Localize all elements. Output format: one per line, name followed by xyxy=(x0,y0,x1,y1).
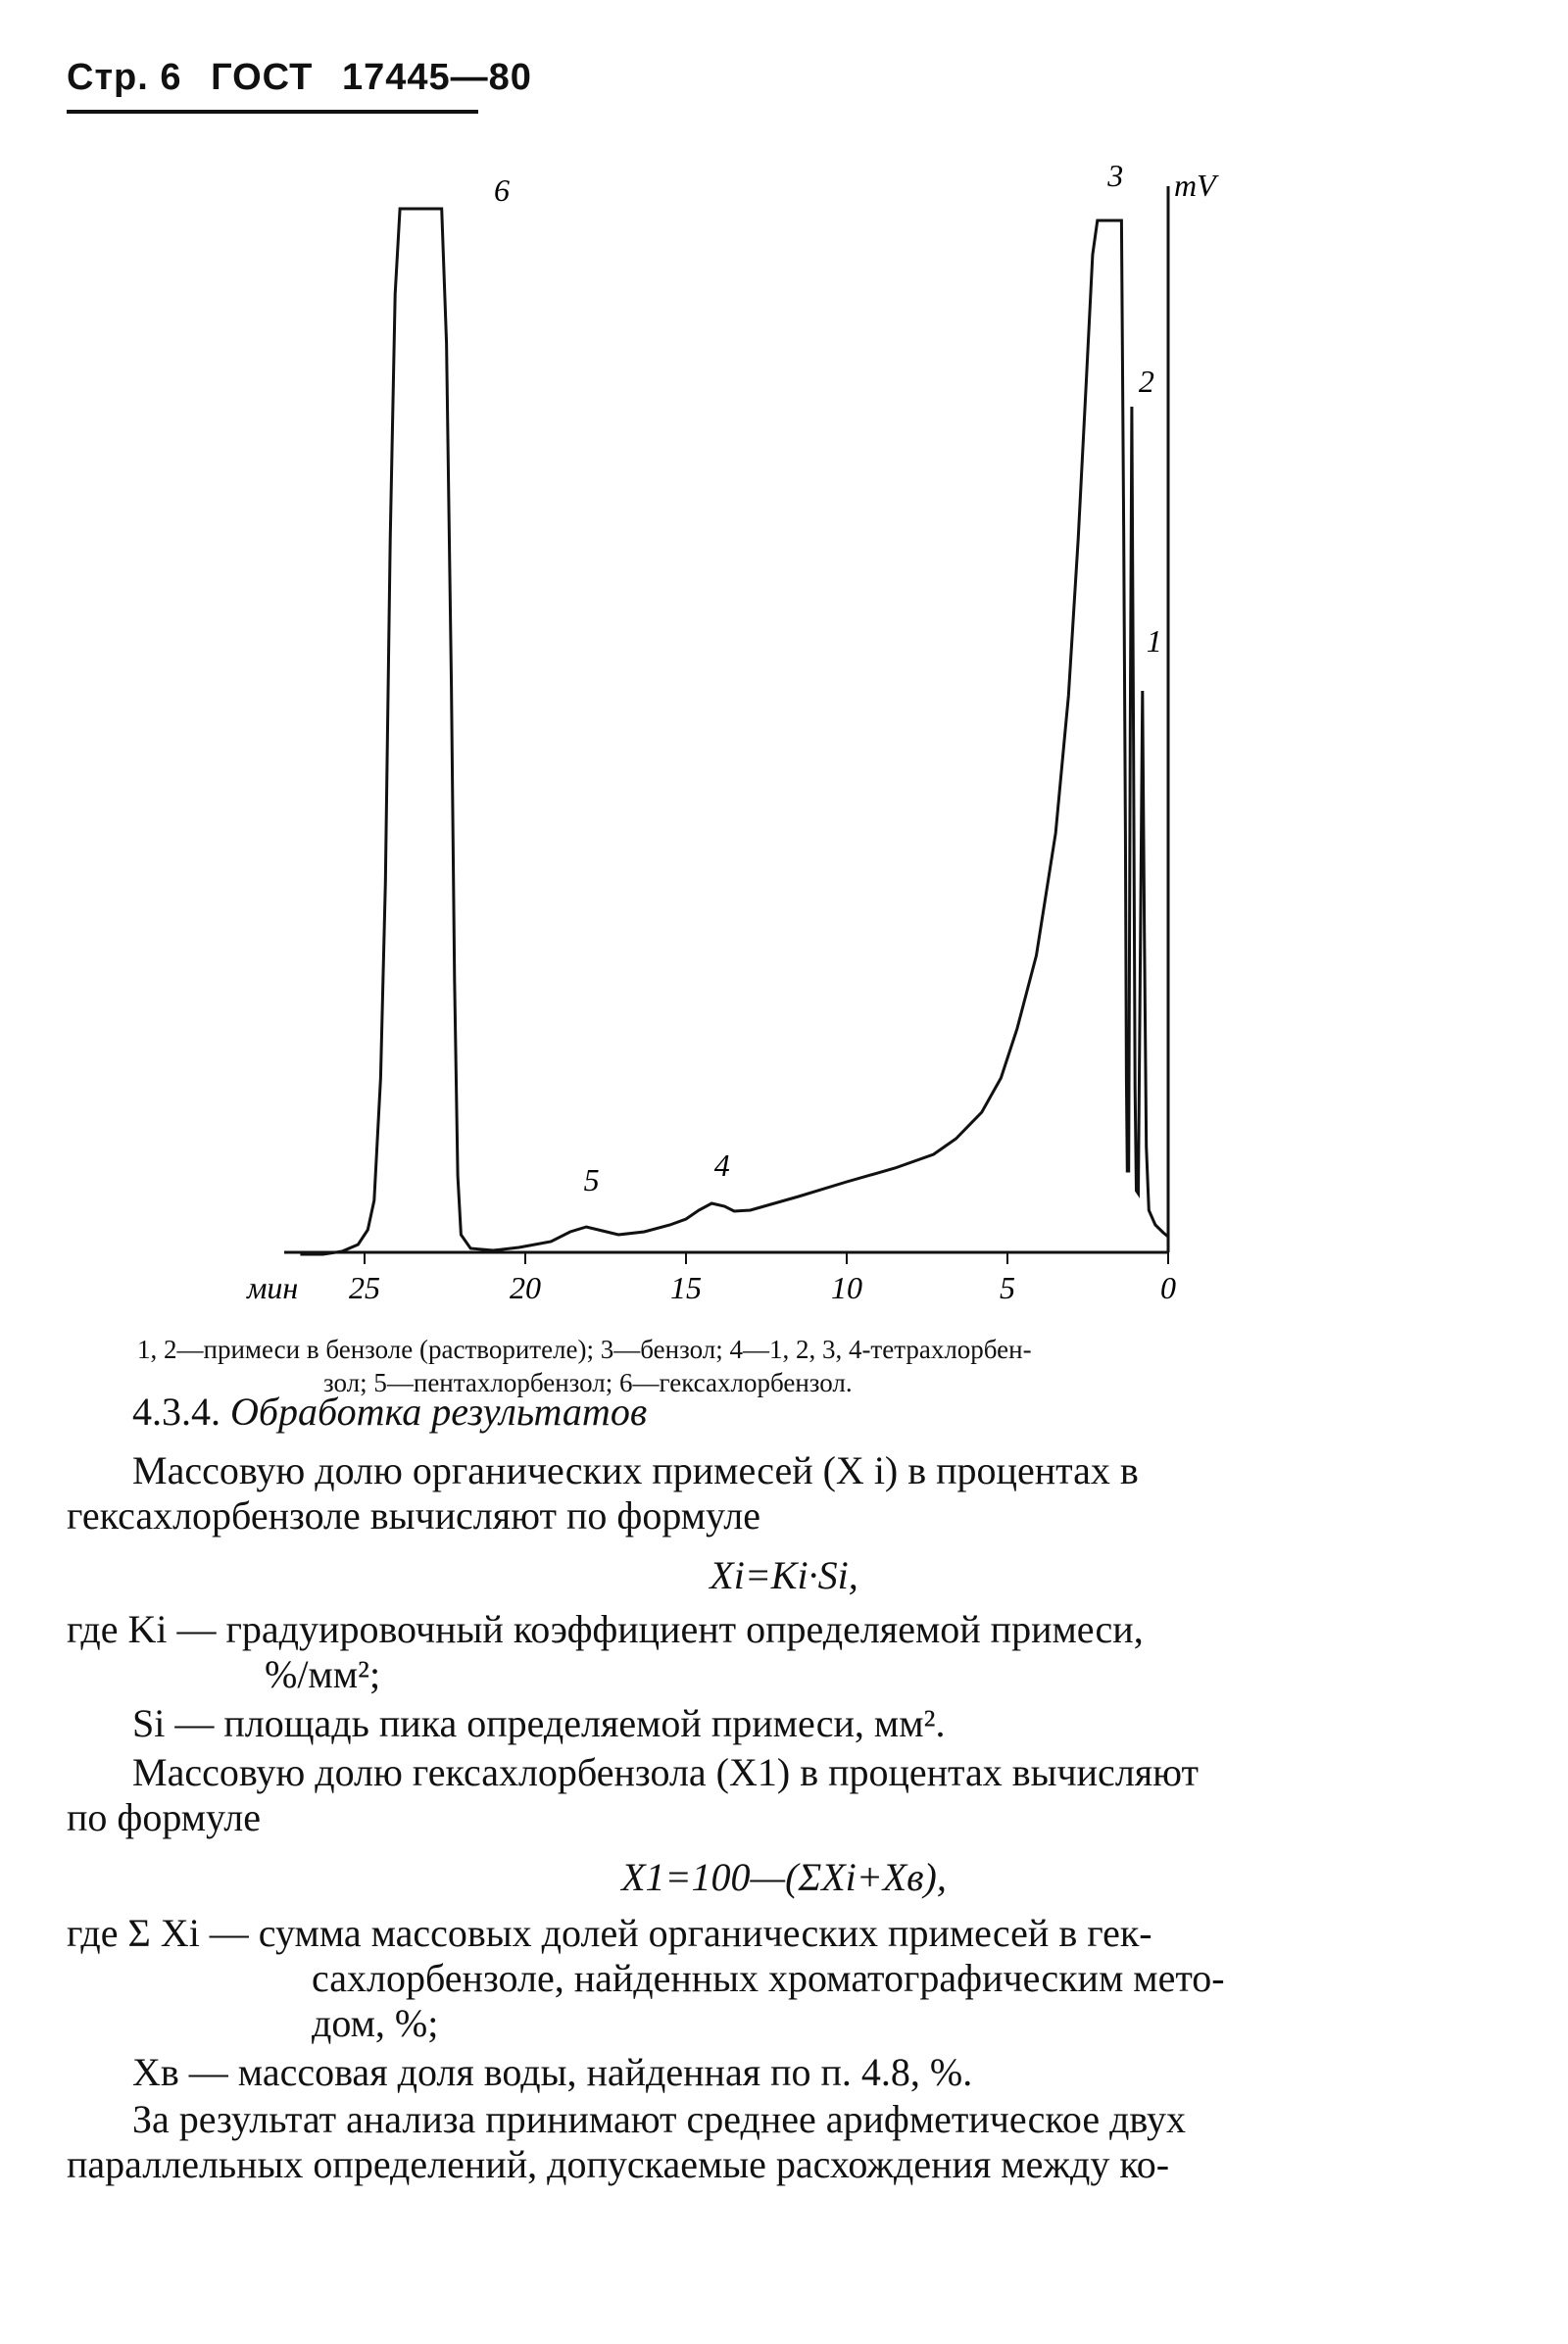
standard-number: 17445—80 xyxy=(341,57,532,98)
header-rule xyxy=(67,110,478,114)
paragraph-2-line-2: по формуле xyxy=(67,1795,261,1839)
caption-line-1: 1, 2—примеси в бензоле (растворителе); 3—бензол; 4—1, 2, 3, 4-тетрахлорбен- xyxy=(137,1335,1032,1364)
section-title: Обработка результатов xyxy=(230,1390,648,1434)
x-tick-label: 0 xyxy=(1160,1270,1176,1305)
section-number: 4.3.4. xyxy=(132,1390,220,1434)
peak-label-1: 1 xyxy=(1146,623,1162,659)
chart-axes xyxy=(284,186,1168,1252)
y-axis-label: mV xyxy=(1174,168,1216,203)
x-tick-label: 15 xyxy=(670,1270,702,1305)
peak-labels xyxy=(494,158,1162,1197)
page-number: Стр. 6 xyxy=(67,57,182,98)
where-2-line-4: Xв — массовая доля воды, найденная по п. 4.8, %. xyxy=(132,2050,973,2094)
x-tick-label: 20 xyxy=(510,1270,541,1305)
peak-label-5: 5 xyxy=(583,1162,600,1197)
x-tick-label: 10 xyxy=(831,1270,862,1305)
x-tick-label: 25 xyxy=(349,1270,380,1305)
x-tick-label: 5 xyxy=(1000,1270,1015,1305)
peak-label-3: 3 xyxy=(1107,158,1124,193)
formula-1: Xi=Ki·Si, xyxy=(710,1553,858,1597)
where-2-line-3: дом, %; xyxy=(312,2001,439,2045)
where-2-line-1: где Σ Xi — сумма массовых долей органических примесей в гек- xyxy=(67,1911,1152,1955)
standard-name: ГОСТ xyxy=(211,57,314,98)
peak-label-6: 6 xyxy=(494,172,510,208)
page-header xyxy=(67,57,550,99)
paragraph-1-line-1: Массовую долю органических примесей (X i) в процентах в xyxy=(132,1448,1139,1492)
section-heading xyxy=(132,1390,647,1435)
paragraph-3-line-2: параллельных определений, допускаемые расхождения между ко- xyxy=(67,2142,1170,2186)
peak-label-2: 2 xyxy=(1138,364,1154,399)
paragraph-3-line-1: За результат анализа принимают среднее арифметическое двух xyxy=(132,2097,1186,2141)
where-1-line-2: %/мм²; xyxy=(265,1652,381,1696)
chromatogram xyxy=(0,147,1568,1323)
formula-2: X1=100—(ΣXi+Xв), xyxy=(621,1855,947,1899)
paragraph-1-line-2: гексахлорбензоле вычисляют по формуле xyxy=(67,1493,760,1538)
caption-line-2: зол; 5—пентахлорбензол; 6—гексахлорбензол. xyxy=(323,1368,853,1397)
paragraph-2-line-1: Массовую долю гексахлорбензола (X1) в процентах вычисляют xyxy=(132,1750,1200,1794)
x-axis-label: мин xyxy=(247,1270,299,1305)
where-1-line-3: Si — площадь пика определяемой примеси, мм². xyxy=(132,1701,946,1745)
peak-label-4: 4 xyxy=(713,1148,730,1183)
chromatogram-trace xyxy=(300,209,1168,1254)
where-1-line-1: где Ki — градуировочный коэффициент определяемой примеси, xyxy=(67,1607,1144,1651)
x-ticks xyxy=(349,1252,1176,1305)
where-2-line-2: сахлорбензоле, найденных хроматографическим мето- xyxy=(312,1956,1225,2000)
